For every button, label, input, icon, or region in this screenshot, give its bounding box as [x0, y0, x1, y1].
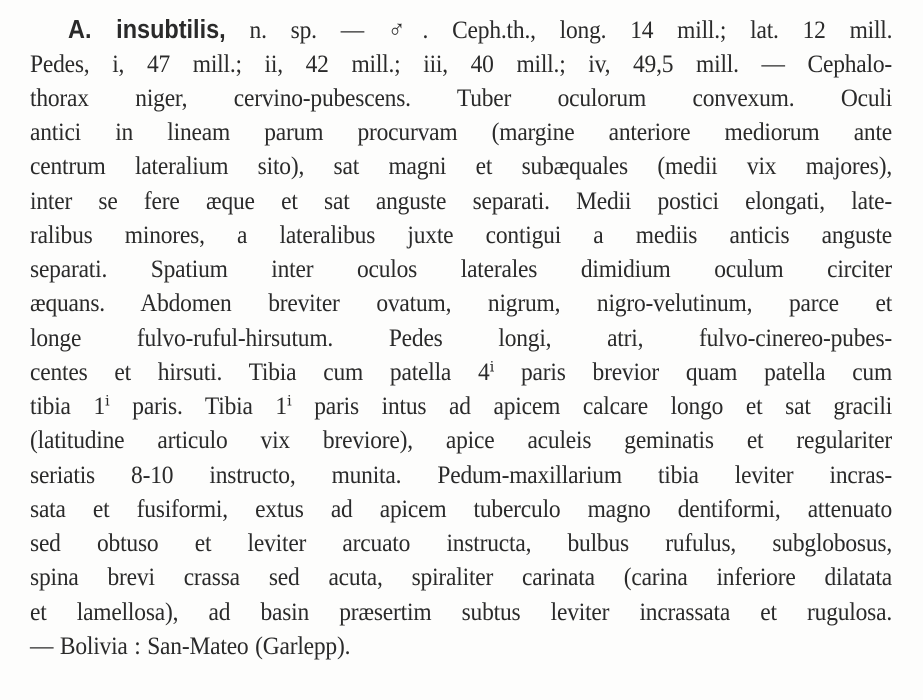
- text-line-6: inter se fere æque et sat anguste separati. Medii postici elongati, late-: [30, 186, 893, 215]
- text-line-10: longe fulvo-ruful-hirsutum. Pedes longi, atri, fulvo-cinereo-pubes-: [30, 323, 893, 352]
- taxon-name: A. insubtilis,: [68, 16, 226, 44]
- text-line-11: centes et hirsuti. Tibia cum patella 4ⁱ paris brevior quam patella cum: [30, 357, 893, 386]
- text-line-9: æquans. Abdomen breviter ovatum, nigrum, nigro-velutinum, parce et: [30, 288, 893, 317]
- text-line-15: sata et fusiformi, extus ad apicem tuberculo magno dentiformi, attenuato: [30, 494, 893, 523]
- text-line-8: separati. Spatium inter oculos laterales dimidium oculum circiter: [30, 254, 893, 283]
- text-line-1: [68, 13, 892, 47]
- text-line-16: sed obtuso et leviter arcuato instructa, bulbus rufulus, subglobosus,: [30, 528, 893, 557]
- text-line-14: seriatis 8-10 instructo, munita. Pedum-maxillarium tibia leviter incras-: [30, 460, 893, 489]
- text-line-18: et lamellosa), ad basin præsertim subtus leviter incrassata et rugulosa.: [30, 597, 893, 626]
- text-line-5: centrum lateralium sito), sat magni et subæquales (medii vix majores),: [30, 151, 893, 180]
- text-line-3: thorax niger, cervino-pubescens. Tuber oculorum convexum. Oculi: [30, 83, 893, 112]
- text-line-2: Pedes, i, 47 mill.; ii, 42 mill.; iii, 40 mill.; iv, 49,5 mill. — Cephalo-: [30, 49, 893, 78]
- text-line-19: — Bolivia : San-Mateo (Garlepp).: [30, 631, 351, 660]
- text-line-13: (latitudine articulo vix breviore), apice aculeis geminatis et regulariter: [30, 425, 893, 454]
- text-line-7: ralibus minores, a lateralibus juxte contigui a mediis anticis anguste: [30, 220, 893, 249]
- text-line-17: spina brevi crassa sed acuta, spiraliter carinata (carina inferiore dilatata: [30, 562, 893, 591]
- text-line-1-rest: n. sp. — ♂. Ceph.th., long. 14 mill.; lat. 12 mill.: [225, 15, 893, 44]
- text-line-12: tibia 1ⁱ paris. Tibia 1ⁱ paris intus ad apicem calcare longo et sat gracili: [30, 391, 893, 420]
- text-line-4: antici in lineam parum procurvam (margine anteriore mediorum ante: [30, 117, 893, 146]
